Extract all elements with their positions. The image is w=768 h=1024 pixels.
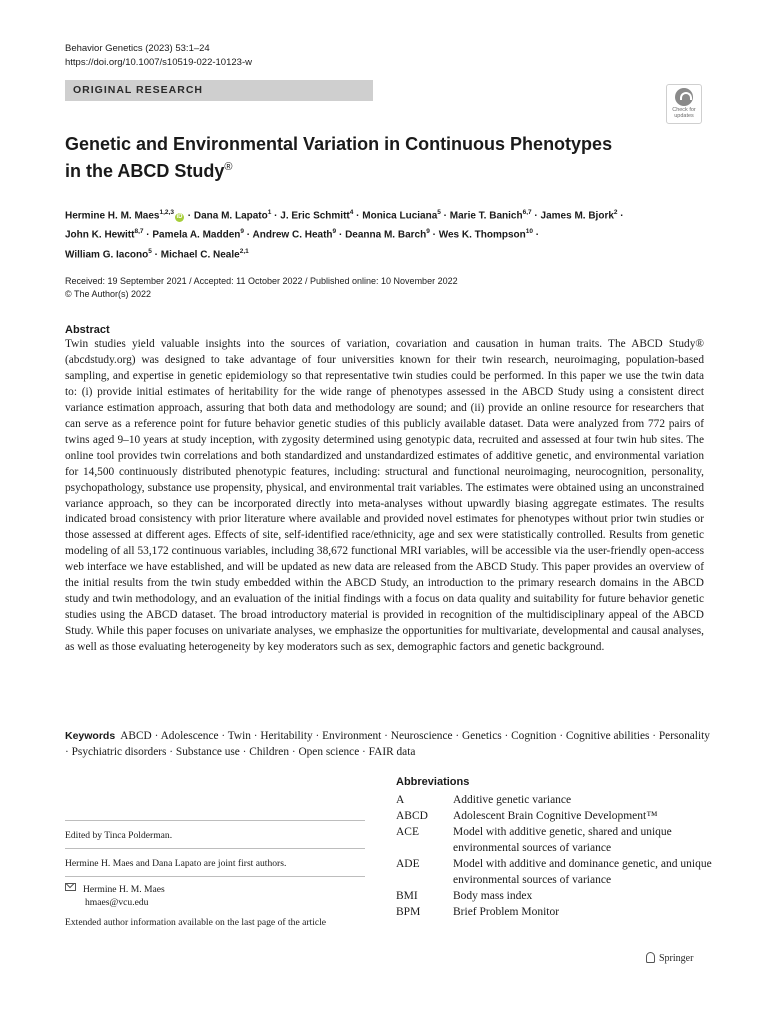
journal-header <box>65 42 252 70</box>
author-name[interactable]: Andrew C. Heath <box>252 229 333 241</box>
author-name[interactable]: Marie T. Banich <box>449 210 523 222</box>
author-affiliation: 2,1 <box>239 247 249 255</box>
check-for-updates-icon <box>675 88 693 106</box>
copyright-line: © The Author(s) 2022 <box>65 289 152 299</box>
author-name[interactable]: Michael C. Neale <box>160 248 240 260</box>
abbreviation-row <box>396 856 716 888</box>
abstract-body: Twin studies yield valuable insights into the sources of variation, covariation and causation in human traits. The ABCD Study® (abcdstudy.org) was designed to take advantage of four universities known for their twin research, neuroimaging, population-based sampling, and expertise in genetic epidemiology so that representative twin studies could be performed. In this paper we use the twin data to: (i) provide initial estimates of heritability for the wide range of phenotypes assessed in the ABCD Study using a consistent direct variance estimation approach, assuring that both data and methodology are sound; and (ii) provide an online resource for researchers that can serve as a reference point for future behavior genetic studies of this publicly available dataset. Data were analyzed from 772 pairs of twins aged 9–10 years at study inception, with zygosity determined using genotypic data, recruited and assessed at four twin hub sites. The online tool provides twin correlations and both standardized and unstandardized estimates of additive genetic, and environmental variation for 14,500 continuously distributed phenotypic features, including: structural and functional neuroimaging, neurocognition, personality, psychopathology, substance use propensity, physical, and environmental trait variables. The estimates were obtained using an unconstrained variance approach, so they can be incorporated directly into meta-analyses without upwardly biasing aggregate estimates. The results indicated broad consistency with prior literature where available and provided novel estimates for phenotypes without prior twin studies or those assessed at different ages. Effects of site, self-identified race/ethnicity, age and sex were statistically controlled. Results from genetic modeling of all 53,172 continuous variables, including 38,672 functional MRI variables, will be accessible via the user-friendly open-access web interface we have established, and will be updated as new data are released from the ABCD Study. This paper provides an overview of the initial results from the twin study embedded within the ABCD Study, an introduction to the primary research domains in the ABCD study and twin methodology, and an evaluation of the initial findings with a focus on data quality and suitability for future behavior genetic studies using the ABCD dataset. The broad introductory material is provided in recognition of the multidisciplinary appeal of the ABCD Study. While this paper focuses on univariate analyses, we emphasize the opportunities for multivariate, developmental and causal analyses, as well as those evaluating heterogeneity by key moderators such as sex, demographic factors and genetic background. <box>65 338 704 654</box>
abbreviation: ACE <box>396 826 419 838</box>
keywords-label: Keywords <box>65 730 116 742</box>
keywords-list: ABCD · Adolescence · Twin · Heritability · Environment · Neuroscience · Genetics · Cognition · Cognitive abilities · Personality · Psychiatric disorders · Substance use · Children · Open science · FAIR data <box>65 730 710 758</box>
abbreviation: A <box>396 794 405 806</box>
abbreviations-table <box>396 792 716 920</box>
author-name[interactable]: John K. Hewitt <box>65 229 135 241</box>
check-updates-line1: Check for <box>672 107 696 113</box>
abbreviation-row <box>396 808 716 824</box>
author-name[interactable]: J. Eric Schmitt <box>280 210 350 222</box>
author-affiliation: 2 <box>613 209 618 216</box>
check-updates-line2: updates <box>674 113 694 119</box>
author-list: Hermine H. M. Maes$^{1,2,3}$iD · Dana M. Lapato$^1$ · J. Eric Schmitt$^4$ · Monica Luciana$^5$ · Marie T. Banich$^{6,7}$ · James M. Bjork$^2$ · John K. Hewitt$^{8,7}$ · Pamela A. Madden$^9$ · Andrew C. Heath$^9$ · Deanna M. Barch$^9$ · Wes K. Thompson$^{10}$ · William G. Iacono$^5$ · Michael C. Neale$^{2,1}$ <box>65 209 624 260</box>
abbreviation-definition: Body mass index <box>453 890 533 902</box>
springer-horse-icon <box>646 952 655 963</box>
publication-dates <box>65 275 458 301</box>
abbreviation-definition: Adolescent Brain Cognitive Development™ <box>453 810 658 822</box>
title-line-1: Genetic and Environmental Variation in Continuous Phenotypes <box>65 134 613 154</box>
footnote-divider <box>65 876 365 877</box>
author-name[interactable]: Monica Luciana <box>362 210 438 222</box>
author-name[interactable]: Wes K. Thompson <box>438 229 526 241</box>
doi-link[interactable]: https://doi.org/10.1007/s10519-022-10123-w <box>65 57 252 68</box>
edited-by-note: Edited by Tinca Polderman. <box>65 830 173 841</box>
abbreviation-definition: Additive genetic variance <box>453 794 572 806</box>
abbreviation-row <box>396 792 716 808</box>
journal-citation: Behavior Genetics (2023) 53:1–24 <box>65 43 210 54</box>
abbreviation-row <box>396 824 716 856</box>
author-name[interactable]: Dana M. Lapato <box>193 210 268 222</box>
author-affiliation: 5 <box>148 247 152 255</box>
abbreviation: BPM <box>396 906 421 918</box>
publisher-name: Springer <box>659 953 694 964</box>
author-affiliation: 1,2,3 <box>159 209 174 216</box>
abbreviations-heading: Abbreviations <box>396 776 470 788</box>
author-name[interactable]: Deanna M. Barch <box>345 229 427 241</box>
article-title <box>65 133 665 183</box>
keywords <box>65 728 710 760</box>
contact-name: Hermine H. M. Maes <box>83 884 165 895</box>
abbreviation-definition: Brief Problem Monitor <box>453 906 560 918</box>
joint-authors-note: Hermine H. Maes and Dana Lapato are joint first authors. <box>65 858 287 869</box>
author-name[interactable]: Pamela A. Madden <box>152 229 241 241</box>
author-affiliation: 10 <box>525 228 533 236</box>
extended-author-info: Extended author information available on the last page of the article <box>65 917 327 928</box>
abbreviation-row <box>396 888 716 904</box>
abbreviation-definition: Model with additive genetic, shared and unique environmental sources of variance <box>453 826 672 854</box>
abbreviation: ABCD <box>396 810 428 822</box>
abbreviation-row <box>396 904 716 920</box>
footnote-divider <box>65 820 365 821</box>
corresponding-author <box>65 883 165 909</box>
author-name[interactable]: Hermine H. M. Maes <box>65 210 160 222</box>
abbreviation: BMI <box>396 890 418 902</box>
author-affiliation: 9 <box>332 228 337 236</box>
check-for-updates-badge[interactable] <box>666 84 702 124</box>
dates-line: Received: 19 September 2021 / Accepted: 11 October 2022 / Published online: 10 November 2022 <box>65 276 458 286</box>
title-line-2: in the ABCD Study <box>65 161 225 181</box>
contact-email[interactable]: hmaes@vcu.edu <box>85 897 149 908</box>
author-affiliation: 4 <box>349 209 354 216</box>
author-affiliation: 5 <box>437 209 441 216</box>
author-affiliation: 9 <box>426 228 430 236</box>
orcid-icon[interactable]: iD <box>176 214 183 221</box>
author-name[interactable]: William G. Iacono <box>65 248 149 260</box>
author-affiliation: 8,7 <box>134 228 144 236</box>
registered-mark: ® <box>224 161 233 173</box>
abbreviation: ADE <box>396 858 420 870</box>
envelope-icon <box>65 883 76 891</box>
section-label: ORIGINAL RESEARCH <box>65 80 373 101</box>
author-name[interactable]: James M. Bjork <box>540 210 614 222</box>
author-affiliation: 9 <box>240 228 245 236</box>
footnote-divider <box>65 848 365 849</box>
abbreviation-definition: Model with additive and dominance genetic, and unique environmental sources of variance <box>453 858 712 886</box>
abstract-heading: Abstract <box>65 324 110 336</box>
publisher-mark <box>646 952 693 964</box>
author-affiliation: 6,7 <box>522 209 532 216</box>
author-affiliation: 1 <box>267 209 272 216</box>
